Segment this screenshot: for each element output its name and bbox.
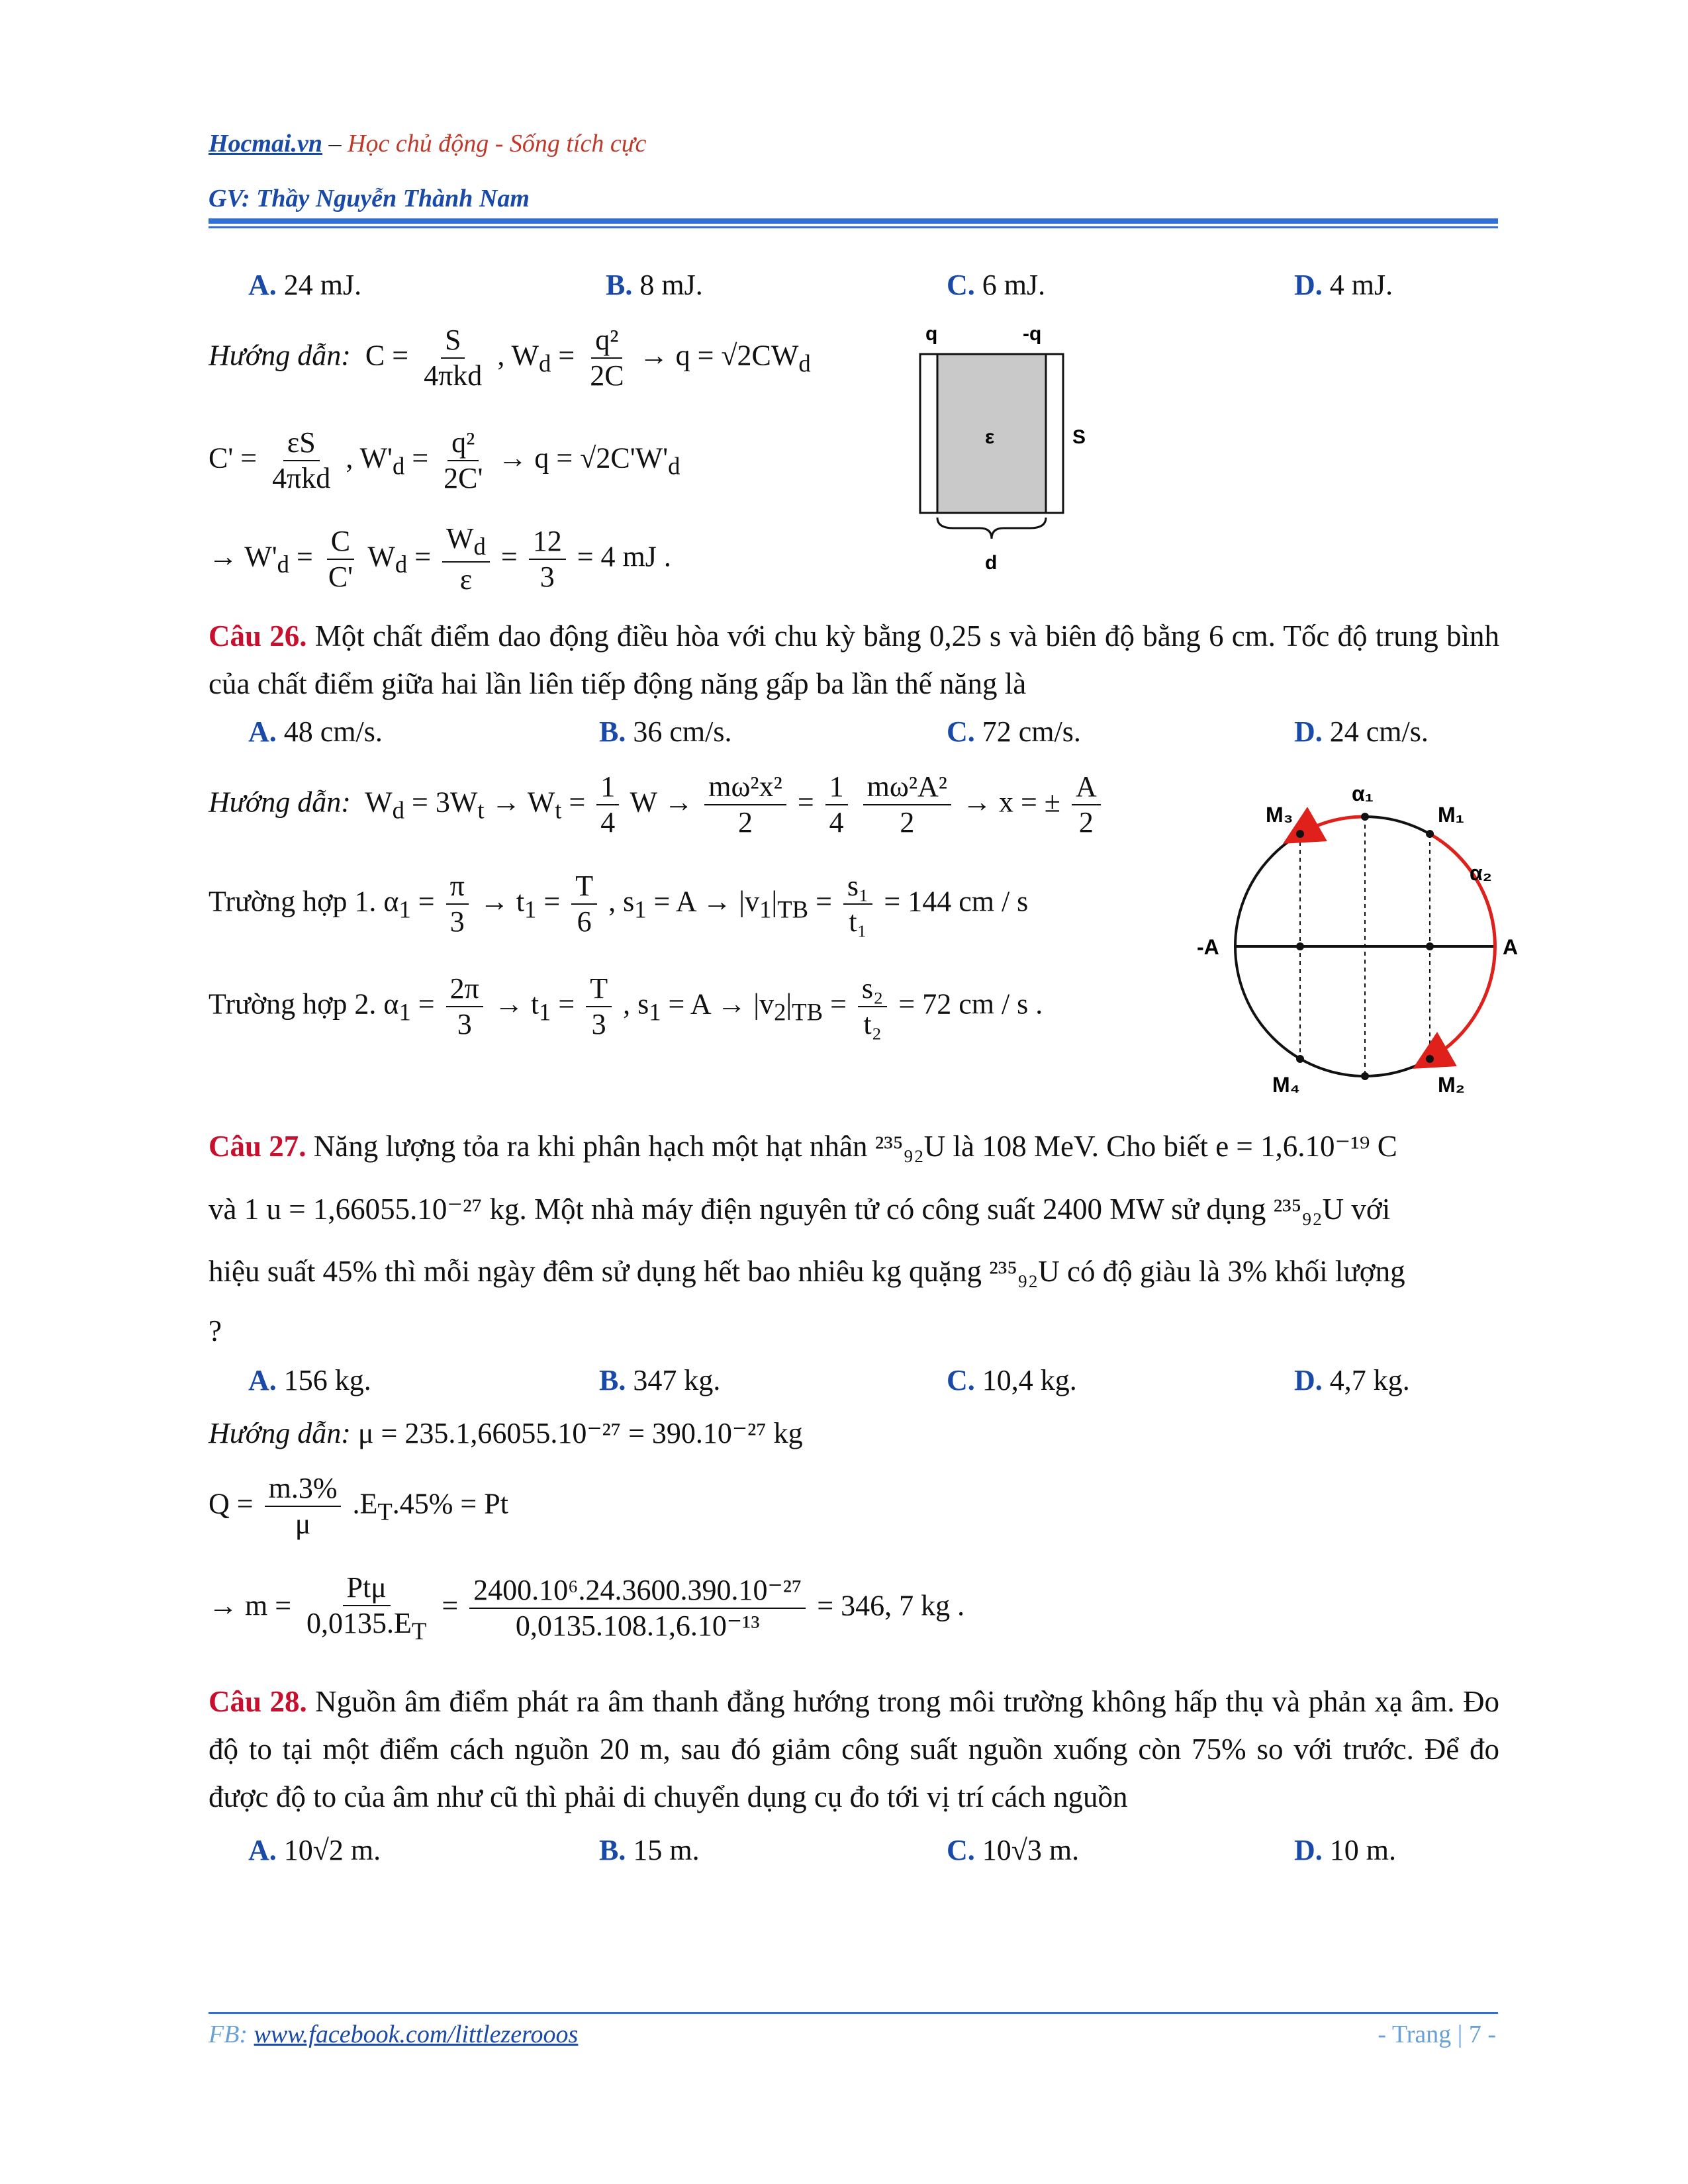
label-m2: M₂ (1438, 1073, 1465, 1097)
footer-rule (209, 2012, 1498, 2014)
point-left-proj (1296, 942, 1304, 950)
q27-line1: Câu 27. Năng lượng tỏa ra khi phân hạch một hạt nhân ²³⁵₉₂U là 108 MeV. Cho biết e = 1,6.10⁻¹⁹ C (209, 1130, 1397, 1163)
q26-guide-line1: Hướng dẫn: $W_d = 3W_t \to W_t$ = $\frac{1}{4}$ W → $\frac{\text{mω²x²}}{2}$ = $\frac{1}{4}$ $\frac{\text{mω²A²}}{2}$ → x = ± $\frac{A}{2}$ (209, 771, 1105, 839)
right-plate (1046, 354, 1063, 513)
label-m3: M₃ (1266, 803, 1293, 827)
q27-option-c: C. 10,4 kg. (947, 1364, 1077, 1396)
q28-text: Câu 28. Nguồn âm điểm phát ra âm thanh đẳng hướng trong môi trường không hấp thụ và phản xạ âm. Đo độ to tại một điểm cách nguồn 20 m, sau đó giảm công suất nguồn xuống còn 75% so với trước. Để đo được độ to của âm như cũ thì phải di chuyển dụng cụ đo tới vị trí cách nguồn (209, 1685, 1500, 1813)
point-m4 (1296, 1055, 1304, 1063)
q27-line2: và 1 u = 1,66055.10⁻²⁷ kg. Một nhà máy điện nguyên tử có công suất 2400 MW sử dụng ²³⁵₉₂U với (209, 1193, 1391, 1226)
label-epsilon: ε (985, 426, 995, 448)
q28-option-d: D. 10 m. (1294, 1834, 1397, 1866)
q25-guide-line1: Hướng dẫn: C = $\frac{S}{\text{4πkd}}$ , $W_d$ = $\frac{\text{q²}}{2C}$ → $q = √2CW_d$ (209, 324, 811, 392)
q26-case2: Trường hợp 2. $\alpha_1$ = $\frac{2\pi}{3}$ → $t_1$ = $\frac{T}{3}$ , $s_1 = A \to |v_2|_{TB}$ = $\frac{\text{s₂}}{\text{t₂}}$ = 72 cm / s . (209, 972, 1043, 1041)
q27-option-b: B. 347 kg. (599, 1364, 721, 1396)
label-neg-a: -A (1197, 935, 1219, 959)
q27-line3: hiệu suất 45% thì mỗi ngày đêm sử dụng hết bao nhiêu kg quặng ²³⁵₉₂U có độ giàu là 3% khối lượng (209, 1255, 1405, 1288)
header-line (209, 129, 646, 158)
point-m3 (1296, 830, 1304, 838)
page-number: - Trang | 7 - (1378, 2021, 1496, 2048)
q27-guide-line3: → m = $\frac{\text{Ptμ}}{0,0135.E_T}$ = $\frac{\text{2400.10⁶.24.3600.390.10⁻²⁷}}{\text{0,0135.108.1,6.10⁻¹³}}$ = 346, 7 kg . (209, 1571, 965, 1645)
label-s: S (1072, 426, 1086, 448)
q27-guide-line2: Q = $\frac{m.3\%}{\mu}$ $.E_T.45\% = Pt$ (209, 1472, 508, 1541)
q25-option-b: B. 8 mJ. (606, 269, 703, 301)
header-rule-thin (209, 226, 1498, 228)
q27-option-a: A. 156 kg. (248, 1364, 371, 1396)
header-dash: – (322, 130, 348, 158)
label-a: A (1503, 935, 1519, 959)
q26-option-d: D. 24 cm/s. (1294, 715, 1429, 748)
q26-option-a: A. 48 cm/s. (248, 715, 383, 748)
q28-option-b: B. 15 m. (599, 1834, 700, 1866)
q26-option-c: C. 72 cm/s. (947, 715, 1081, 748)
point-bottom (1361, 1072, 1369, 1080)
point-right-proj (1426, 942, 1434, 950)
q25-option-d: D. 4 mJ. (1294, 269, 1393, 301)
q25-option-a: A. 24 mJ. (248, 269, 362, 301)
q26-case1: Trường hợp 1. $\alpha_1$ = $\frac{\pi}{3}$ → $t_1$ = $\frac{T}{6}$ , $s_1 = A \to |v_1|_{TB}$ = $\frac{\text{s₁}}{\text{t₁}}$ = 144 cm / s (209, 870, 1029, 938)
footer-fb: FB: www.facebook.com/littlezerooos (209, 2021, 579, 2048)
point-top (1361, 813, 1369, 821)
label-neg-q: -q (1023, 323, 1042, 345)
q28-option-a: A. 10√2 m. (248, 1834, 381, 1866)
label-q: q (925, 323, 938, 345)
header-rule (209, 218, 1498, 224)
phase-circle-diagram (1192, 781, 1523, 1105)
label-d: d (985, 552, 998, 574)
q25-guide-line2: C' = $\frac{\varepsilon S}{\text{4πkd}}$ , $W'_d$ = $\frac{\text{q²}}{2C'}$ → $q = √2C'W'_d$ (209, 426, 680, 495)
left-plate (920, 354, 937, 513)
point-m1 (1426, 830, 1434, 838)
q25-option-c: C. 6 mJ. (947, 269, 1046, 301)
q27-option-d: D. 4,7 kg. (1294, 1364, 1410, 1396)
label-m4: M₄ (1272, 1073, 1300, 1097)
q26-option-b: B. 36 cm/s. (599, 715, 732, 748)
label-alpha2: α₂ (1470, 861, 1492, 885)
label-m1: M₁ (1438, 803, 1464, 827)
q27-line4: ? (209, 1314, 222, 1347)
facebook-link[interactable]: www.facebook.com/littlezerooos (254, 2021, 579, 2048)
label-alpha1: α₁ (1352, 782, 1374, 805)
q27-guide-line1: Hướng dẫn: μ = 235.1,66055.10⁻²⁷ = 390.10⁻²⁷ kg (209, 1417, 803, 1449)
arc-alpha1 (1300, 817, 1365, 834)
capacitor-diagram (914, 318, 1112, 596)
q25-guide-line3: → $W'_d$ = $\frac{C}{C'}$ $W_d$ = $\frac{W_d}{\varepsilon}$ = $\frac{12}{3}$ = 4 mJ . (209, 522, 671, 596)
teacher-name: GV: Thầy Nguyễn Thành Nam (209, 185, 530, 212)
q28-option-c: C. 10√3 m. (947, 1834, 1080, 1866)
point-m2 (1426, 1055, 1434, 1063)
header-slogan: Học chủ động - Sống tích cực (348, 130, 647, 158)
site-link[interactable]: Hocmai.vn (209, 130, 323, 158)
brace (937, 518, 1046, 539)
q26-text: Câu 26. Một chất điểm dao động điều hòa với chu kỳ bằng 0,25 s và biên độ bằng 6 cm. Tốc độ trung bình của chất điểm giữa hai lần liên tiếp động năng gấp ba lần thế năng là (209, 619, 1500, 700)
